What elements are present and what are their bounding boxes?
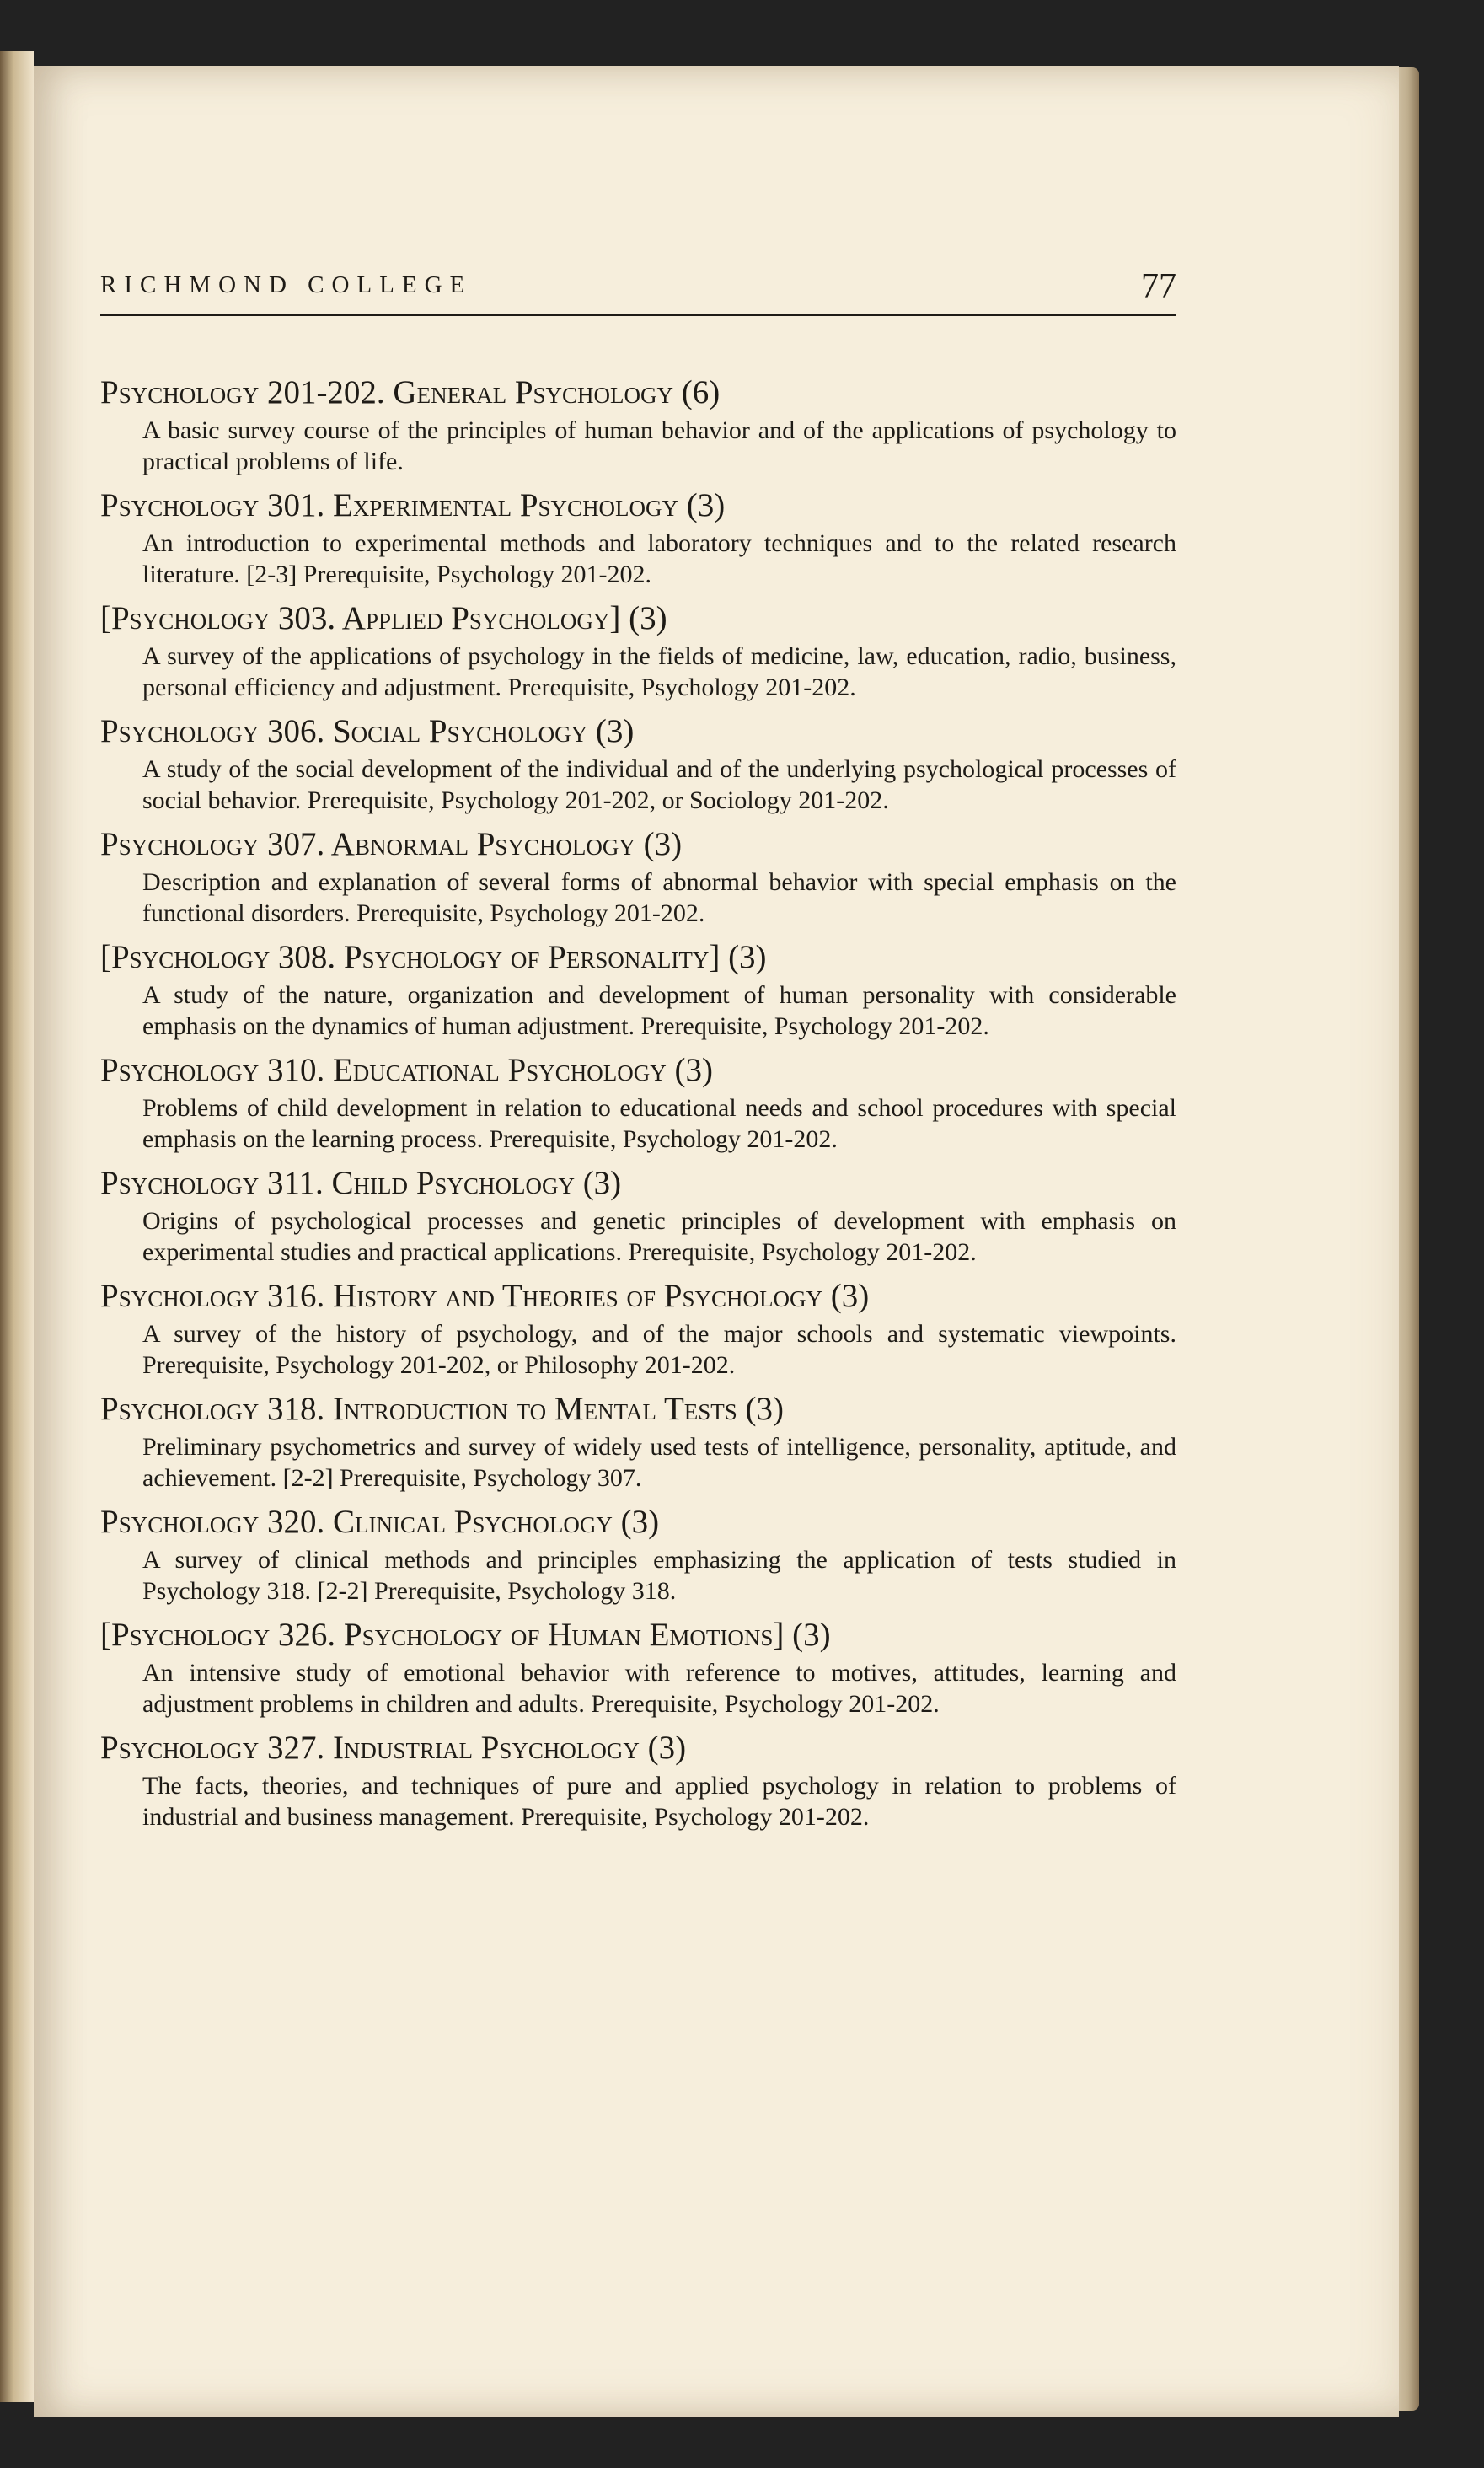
header-rule	[100, 314, 1176, 316]
course-description: Problems of child development in relation to educational needs and school procedures with special emphasis on the learning process. Prerequisite, Psychology 201-202.	[142, 1094, 1176, 1153]
course-description: A basic survey course of the principles of human behavior and of the applications of psychology to practical problems of life.	[142, 416, 1176, 475]
course-entry	[100, 371, 1176, 477]
book-spine-edge	[0, 51, 34, 2402]
course-description: A study of the social development of the individual and of the underlying psychological processes of social behavior. Prerequisite, Psychology 201-202, or Sociology 201-202.	[142, 755, 1176, 814]
course-heading: [Psychology 326. Psychology of Human Emotions] (3)	[100, 1617, 831, 1653]
course-description: Origins of psychological processes and genetic principles of development with emphasis on experimental studies and practical applications. Prerequisite, Psychology 201-202.	[142, 1207, 1176, 1266]
course-heading: Psychology 318. Introduction to Mental Tests (3)	[100, 1391, 785, 1427]
course-heading: Psychology 316. History and Theories of Psychology (3)	[100, 1278, 870, 1314]
course-heading: Psychology 310. Educational Psychology (3)	[100, 1052, 713, 1088]
course-description: An intensive study of emotional behavior with reference to motives, attitudes, learning and adjustment problems in children and adults. Prerequisite, Psychology 201-202.	[142, 1659, 1176, 1718]
course-description: A study of the nature, organization and development of human personality with considerable emphasis on the dynamics of human adjustment. Prerequisite, Psychology 201-202.	[142, 981, 1176, 1040]
course-description: A survey of the applications of psychology in the fields of medicine, law, education, radio, business, personal efficiency and adjustment. Prerequisite, Psychology 201-202.	[142, 642, 1176, 701]
course-entry	[100, 597, 1176, 703]
course-entry	[100, 1500, 1176, 1607]
course-heading: Psychology 306. Social Psychology (3)	[100, 713, 635, 749]
course-entry	[100, 1387, 1176, 1494]
course-heading: Psychology 307. Abnormal Psychology (3)	[100, 826, 683, 862]
course-entry	[100, 484, 1176, 590]
course-heading: Psychology 327. Industrial Psychology (3)	[100, 1730, 687, 1766]
course-entry	[100, 936, 1176, 1042]
course-entry	[100, 823, 1176, 929]
course-heading: Psychology 311. Child Psychology (3)	[100, 1165, 622, 1201]
course-heading: Psychology 320. Clinical Psychology (3)	[100, 1504, 660, 1540]
course-entry	[100, 1274, 1176, 1381]
course-entry	[100, 1613, 1176, 1720]
course-heading: [Psychology 308. Psychology of Personality] (3)	[100, 939, 767, 975]
course-list	[100, 371, 1176, 1839]
course-description: An introduction to experimental methods and laboratory techniques and to the related research literature. [2-3] Prerequisite, Psychology 201-202.	[142, 529, 1176, 588]
course-description: A survey of the history of psychology, and of the major schools and systematic viewpoints. Prerequisite, Psychology 201-202, or Philosophy 201-202.	[142, 1320, 1176, 1379]
course-entry	[100, 710, 1176, 816]
course-heading: Psychology 201-202. General Psychology (6)	[100, 374, 721, 410]
course-description: The facts, theories, and techniques of pure and applied psychology in relation to problems of industrial and business management. Prerequisite, Psychology 201-202.	[142, 1772, 1176, 1831]
course-heading: [Psychology 303. Applied Psychology] (3)	[100, 600, 667, 636]
course-entry	[100, 1049, 1176, 1155]
course-description: Preliminary psychometrics and survey of widely used tests of intelligence, personality, aptitude, and achievement. [2-2] Prerequisite, Psychology 307.	[142, 1433, 1176, 1492]
course-entry	[100, 1726, 1176, 1832]
page-number: 77	[1141, 267, 1176, 306]
running-head	[100, 266, 1176, 315]
running-head-title: RICHMOND COLLEGE	[100, 271, 473, 298]
course-description: Description and explanation of several forms of abnormal behavior with special emphasis on the functional disorders. Prerequisite, Psychology 201-202.	[142, 868, 1176, 927]
course-entry	[100, 1162, 1176, 1268]
course-description: A survey of clinical methods and principles emphasizing the application of tests studied in Psychology 318. [2-2] Prerequisite, Psychology 318.	[142, 1546, 1176, 1605]
course-heading: Psychology 301. Experimental Psychology (3)	[100, 487, 726, 523]
